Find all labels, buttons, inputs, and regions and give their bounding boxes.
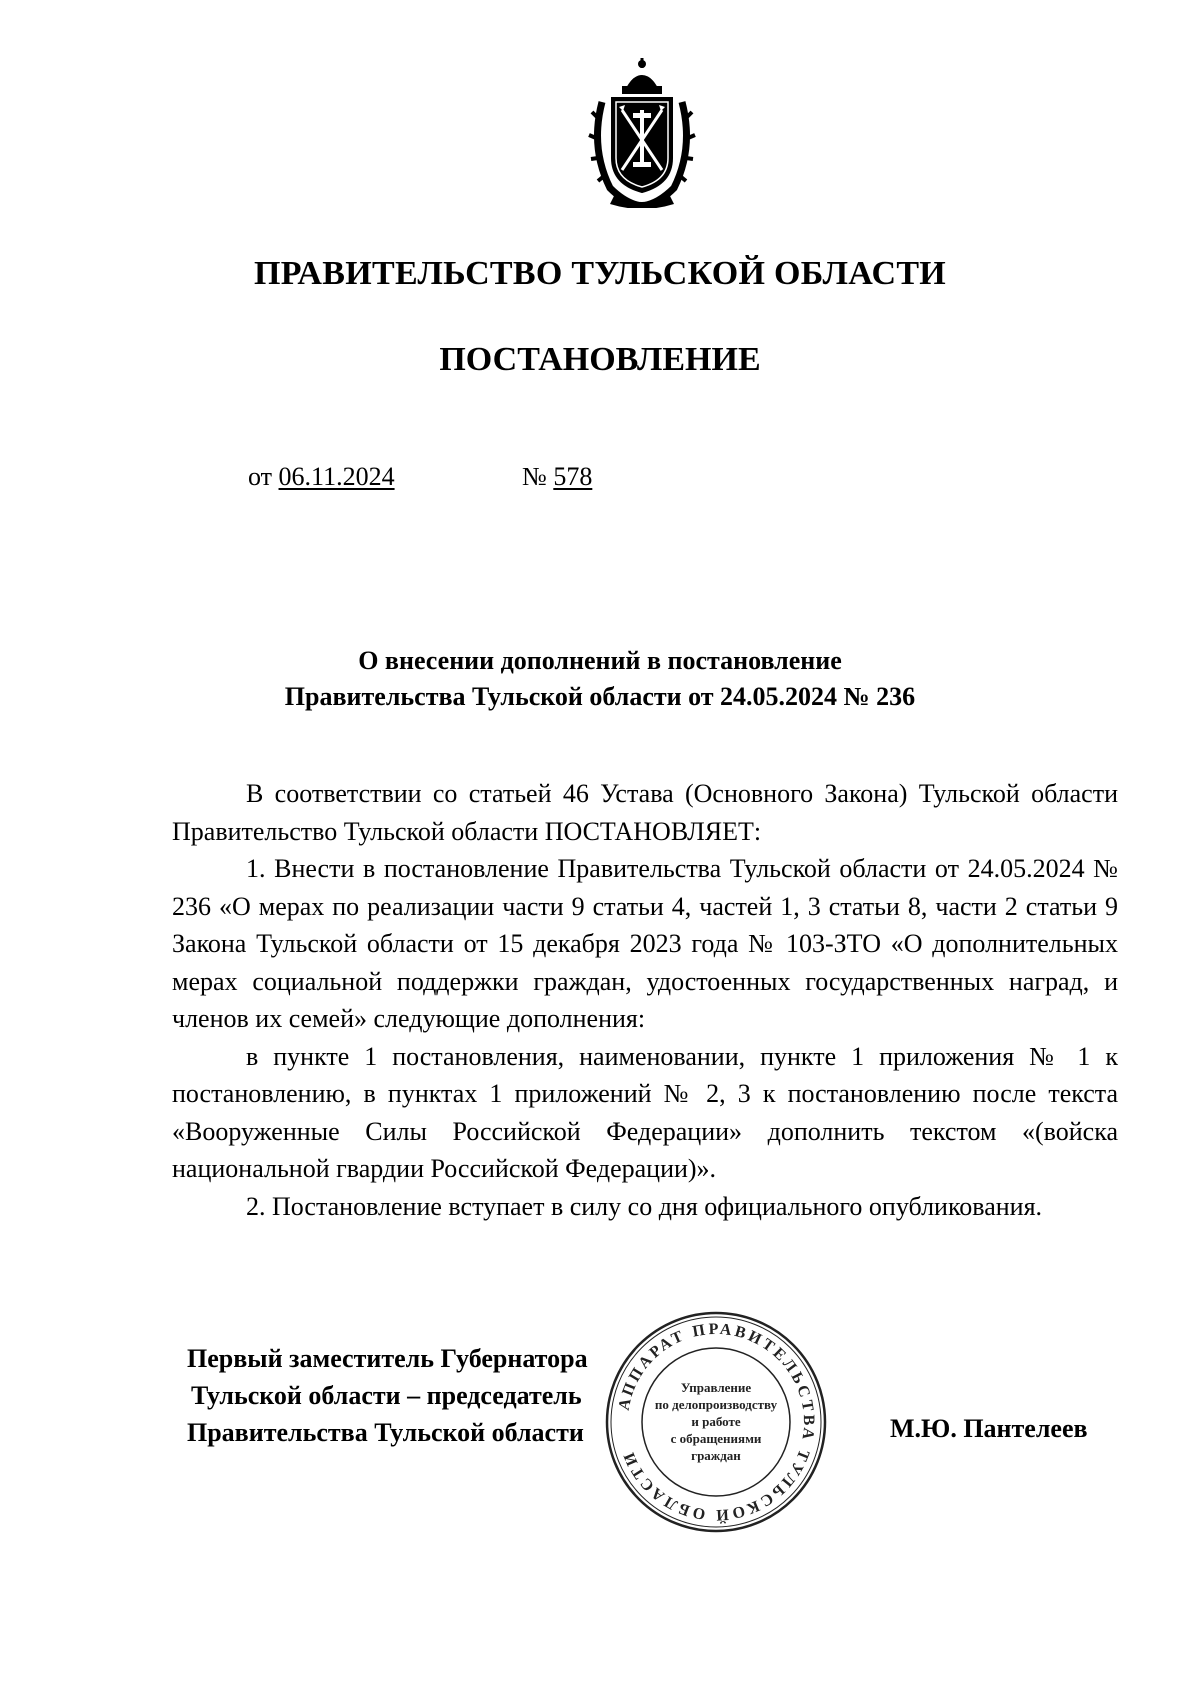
number-value: 578 [553,462,593,491]
body-paragraph: в пункте 1 постановления, наименовании, пункте 1 приложения № 1 к постановлению, в пунктах 1 приложений № 2, 3 к постановлению после текста «Вооруженные Силы Российской Федерации» дополнить текстом «(войска национальной гвардии Российской Федерации)». [172,1041,1118,1183]
body-paragraph: 1. Внести в постановление Правительства Тульской области от 24.05.2024 № 236 «О мерах по реализации части 9 статьи 4, частей 1, 3 статьи 8, части 2 статьи 9 Закона Тульской области от 15 декабря 2023 года № 103-ЗТО «О дополнительных мерах социальной поддержки граждан, удостоенных государственных наград, и членов их семей» следующие дополнения: [172,854,1118,1033]
organization-title: ПРАВИТЕЛЬСТВО ТУЛЬСКОЙ ОБЛАСТИ [253,255,947,292]
document-body [172,775,1118,1225]
signatory-title [187,1340,588,1451]
seal-line: и работе [691,1414,741,1429]
body-paragraph: В соответствии со статьей 46 Устава (Основного Закона) Тульской области Правительство Тульской области ПОСТАНОВЛЯЕТ: [172,779,1118,846]
seal-line: Управление [680,1380,752,1395]
signatory-title-line-1: Первый заместитель Губернатора [187,1344,588,1373]
signatory-name: М.Ю. Пантелеев [890,1414,1088,1443]
seal-line: с обращениями [670,1431,762,1446]
body-paragraph: 2. Постановление вступает в силу со дня официального опубликования. [246,1191,1043,1221]
date-value: 06.11.2024 [278,462,395,491]
tula-coat-of-arms-icon [586,58,698,208]
subject-line-2: Правительства Тульской области от 24.05.2024 № 236 [284,682,916,711]
signatory-title-line-3: Правительства Тульской области [187,1418,584,1447]
seal-line: по делопроизводству [654,1397,778,1412]
seal-ring-text: АППАРАТ ПРАВИТЕЛЬСТВА ТУЛЬСКОЙ ОБЛАСТИ [615,1320,818,1524]
date-prefix: от [248,462,273,491]
subject-line-1: О внесении дополнений в постановление [358,646,842,675]
document-type: ПОСТАНОВЛЕНИЕ [439,341,761,378]
seal-line: граждан [691,1448,741,1463]
signatory-title-line-2: Тульской области – председатель [191,1381,582,1410]
document-date [248,462,395,492]
document-subject [0,643,1200,715]
document-number [522,462,592,492]
number-prefix: № [522,462,547,491]
official-seal-stamp [604,1310,828,1534]
